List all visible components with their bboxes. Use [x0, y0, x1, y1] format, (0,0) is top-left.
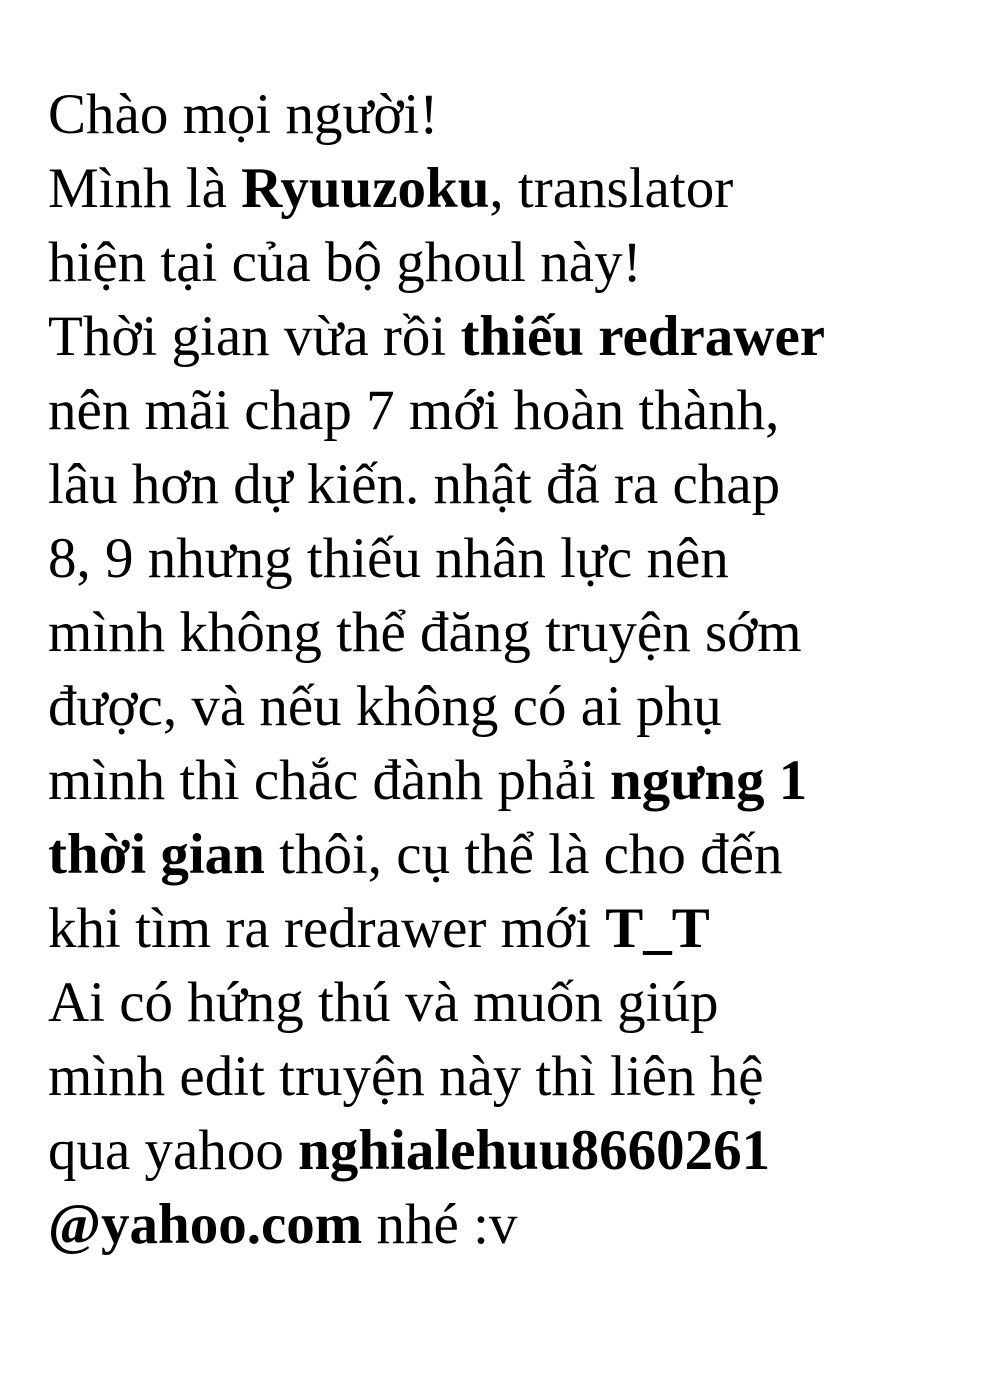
note-line-15 — [48, 1114, 958, 1188]
note-line-15-pre: qua yahoo — [48, 1119, 299, 1182]
note-line-3 — [48, 226, 958, 300]
note-line-7 — [48, 522, 958, 596]
note-line-4-pre: Thời gian vừa rồi — [48, 305, 461, 368]
note-line-11-bold: thời gian — [48, 823, 265, 886]
note-line-1 — [48, 78, 958, 152]
note-line-12 — [48, 892, 958, 966]
note-line-2-pre: Mình là — [48, 157, 242, 220]
note-line-12-pre: khi tìm ra redrawer mới — [48, 897, 606, 960]
note-line-11-post: thôi, cụ thể là cho đến — [264, 823, 783, 886]
note-line-16 — [48, 1188, 958, 1262]
note-line-4-bold: thiếu redrawer — [460, 305, 826, 368]
note-line-9 — [48, 670, 958, 744]
note-line-16-bold: @yahoo.com — [48, 1193, 363, 1256]
note-line-8-text: mình không thể đăng truyện sớm — [48, 601, 802, 664]
note-line-6-text: lâu hơn dự kiến. nhật đã ra chap — [48, 453, 781, 516]
note-line-11 — [48, 818, 958, 892]
note-line-10-bold: ngưng 1 — [609, 749, 808, 812]
note-line-7-text: 8, 9 nhưng thiếu nhân lực nên — [48, 527, 729, 590]
note-line-10 — [48, 744, 958, 818]
note-line-14-text: mình edit truyện này thì liên hệ — [48, 1045, 764, 1108]
note-line-14 — [48, 1040, 958, 1114]
note-line-16-post: nhé :v — [362, 1193, 518, 1256]
note-line-13-text: Ai có hứng thú và muốn giúp — [48, 971, 719, 1034]
note-line-4 — [48, 300, 958, 374]
note-line-5 — [48, 374, 958, 448]
note-line-2 — [48, 152, 958, 226]
note-line-2-bold: Ryuuzoku — [241, 157, 490, 220]
note-line-9-text: được, và nếu không có ai phụ — [48, 675, 722, 738]
note-line-12-bold: T_T — [605, 897, 710, 960]
note-line-15-bold: nghialehuu8660261 — [298, 1119, 771, 1182]
note-line-5-text: nên mãi chap 7 mới hoàn thành, — [48, 379, 780, 442]
note-line-10-pre: mình thì chắc đành phải — [48, 749, 610, 812]
note-line-1-text: Chào mọi người! — [48, 83, 439, 146]
note-line-2-post: , translator — [489, 157, 734, 220]
note-line-6 — [48, 448, 958, 522]
note-line-8 — [48, 596, 958, 670]
note-line-13 — [48, 966, 958, 1040]
translator-note — [48, 78, 958, 1262]
note-line-3-text: hiện tại của bộ ghoul này! — [48, 231, 642, 294]
